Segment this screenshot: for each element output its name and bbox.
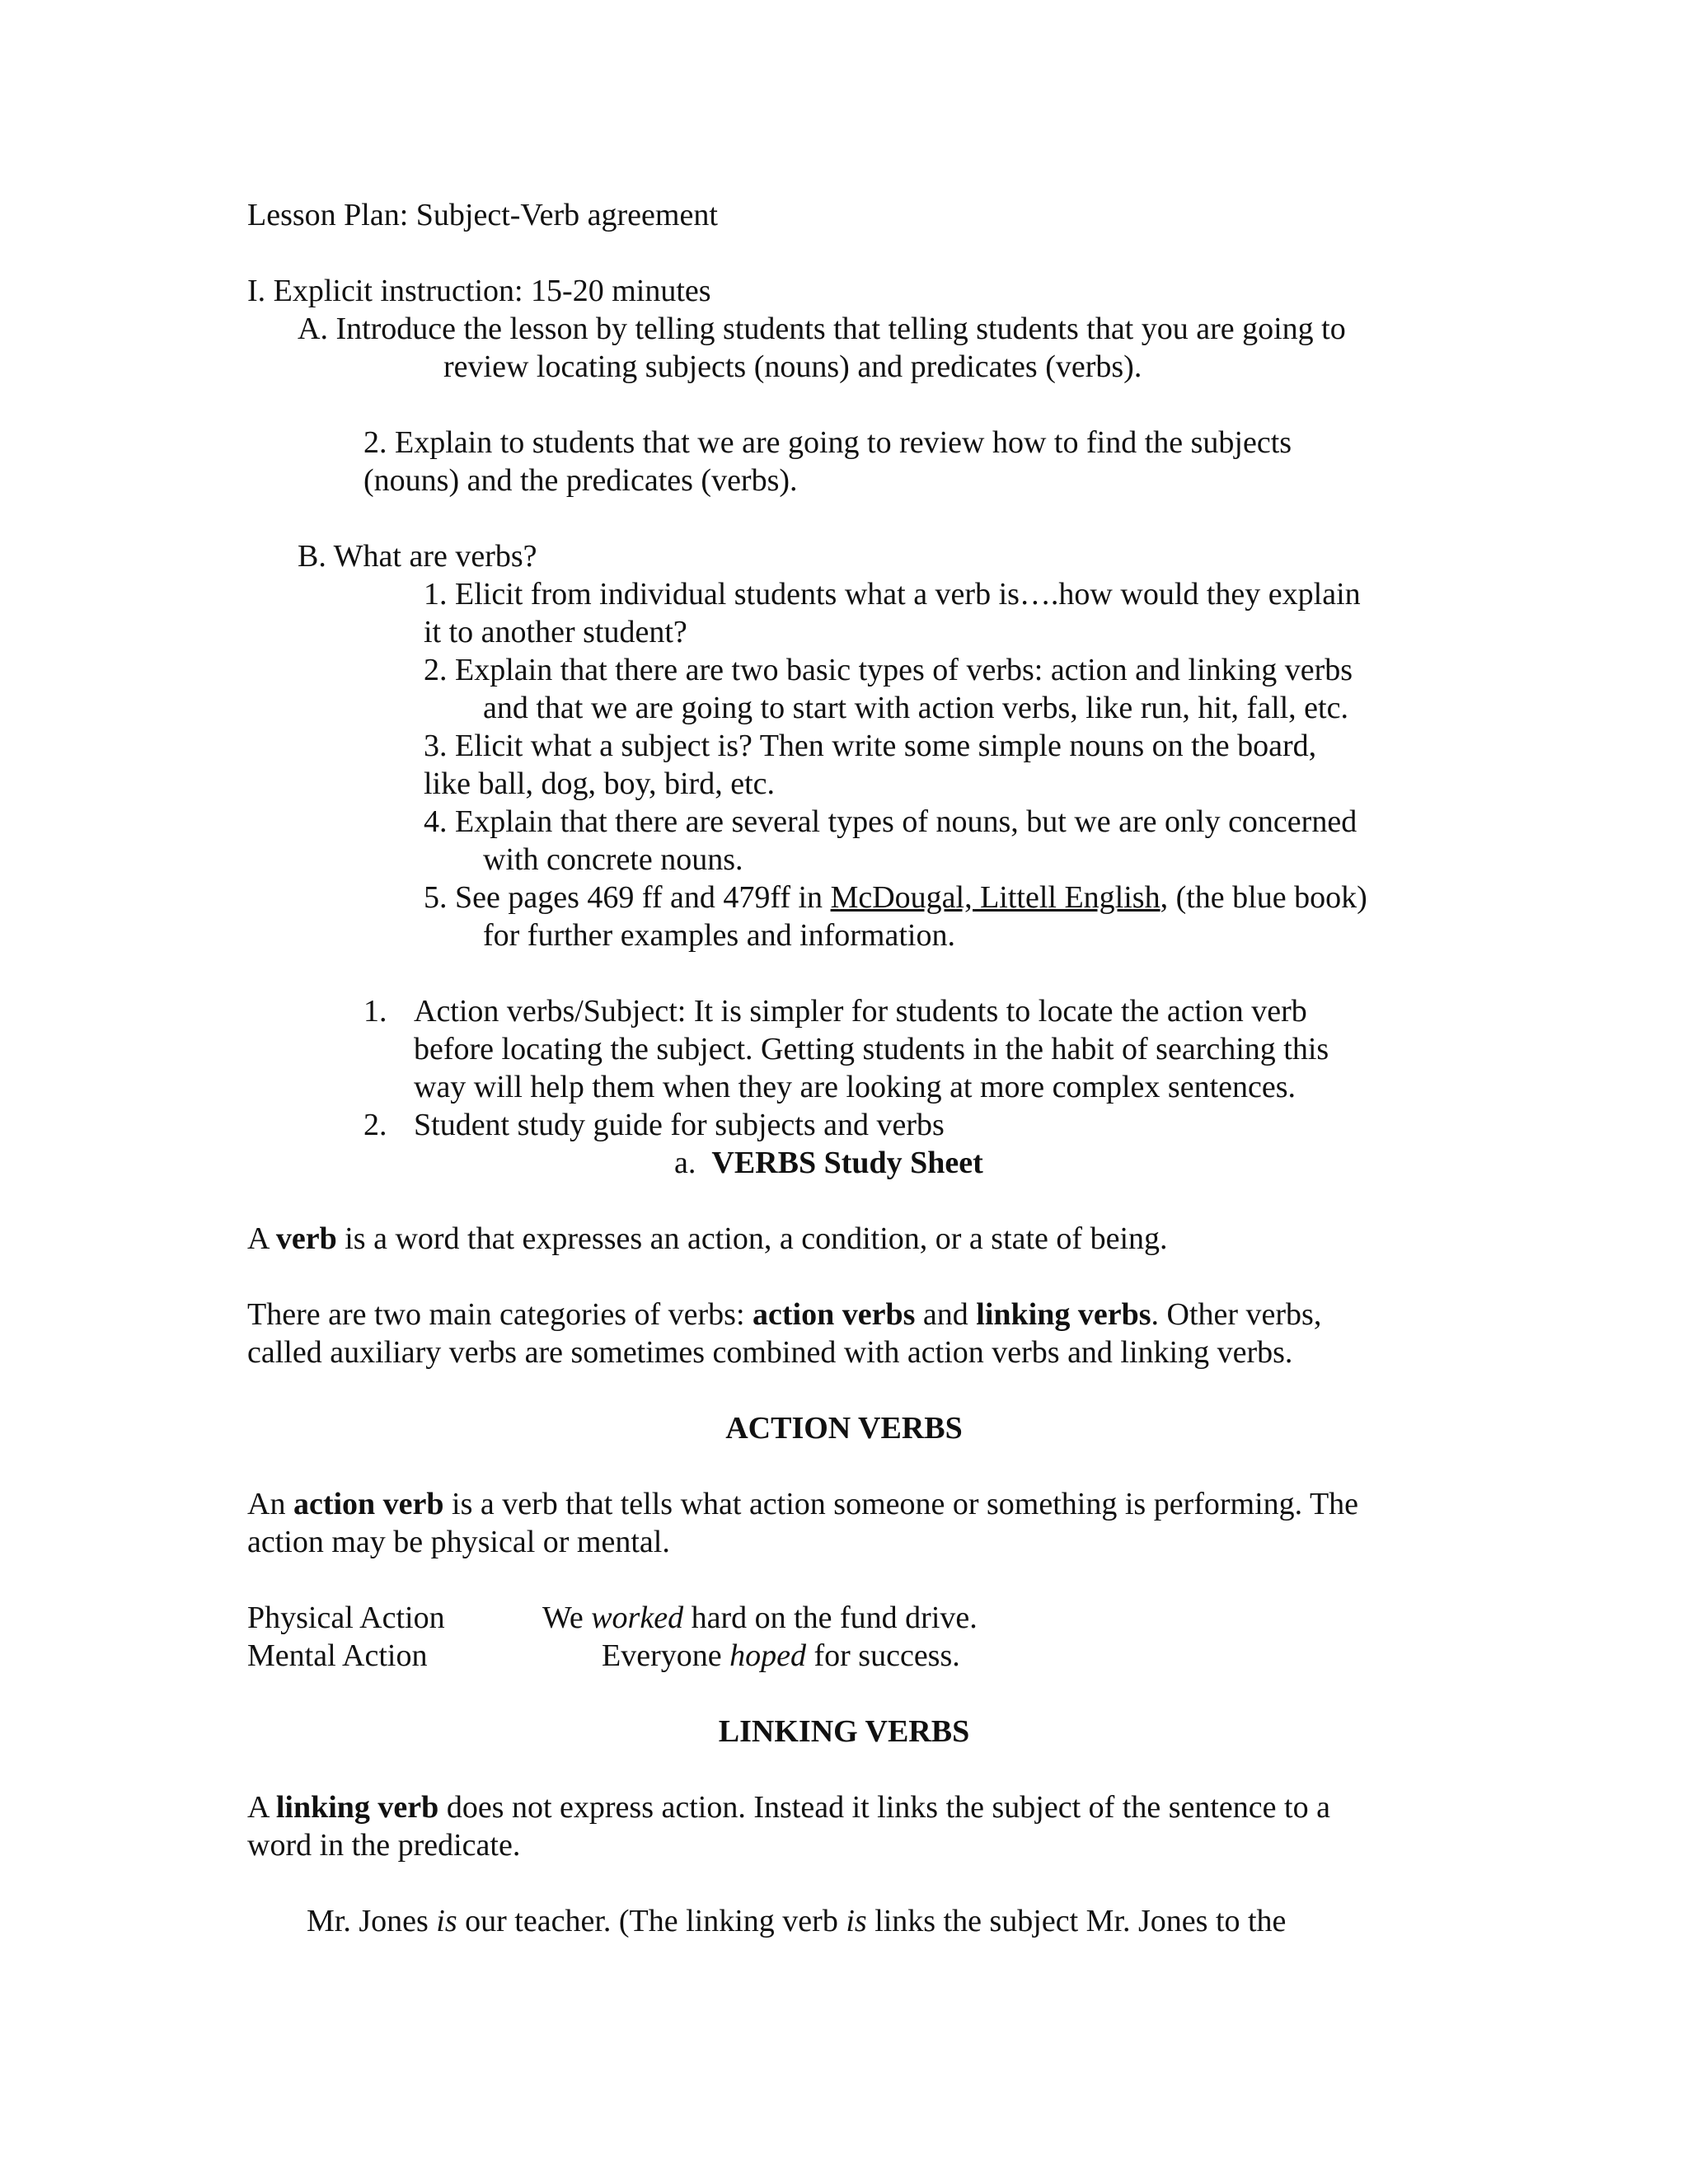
- page-title: Lesson Plan: Subject-Verb agreement: [247, 198, 718, 232]
- list-item-line: Action verbs/Subject: It is simpler for students to locate the action verb: [414, 994, 1307, 1029]
- item-b-sub2-line2: and that we are going to start with action verbs, like run, hit, fall, etc.: [483, 691, 1348, 725]
- list-item-line: way will help them when they are looking at more complex sentences.: [414, 1070, 1296, 1104]
- term-verb: verb: [275, 1221, 337, 1256]
- item-a2-line1: 2. Explain to students that we are going to review how to find the subjects: [363, 425, 1292, 460]
- term-linking-verbs: linking verbs: [976, 1297, 1151, 1332]
- example-label: Physical Action: [247, 1601, 445, 1635]
- text: . Other verbs,: [1151, 1297, 1322, 1332]
- term-linking-verb: linking verb: [275, 1790, 439, 1825]
- example-label: Mental Action: [247, 1638, 428, 1673]
- item-a-line2: review locating subjects (nouns) and predicates (verbs).: [443, 349, 1142, 384]
- list-number: 2.: [363, 1108, 387, 1142]
- categories-line1: [247, 1296, 1321, 1333]
- list-item-line: Student study guide for subjects and verbs: [414, 1108, 945, 1142]
- text: and: [915, 1297, 977, 1332]
- item-b-sub2-line1: 2. Explain that there are two basic types of verbs: action and linking verbs: [424, 653, 1353, 687]
- section-heading: I. Explicit instruction: 15-20 minutes: [247, 274, 711, 308]
- example-verb: worked: [591, 1601, 684, 1635]
- study-sheet-label: a.: [674, 1146, 696, 1180]
- text: We: [542, 1601, 592, 1635]
- text: A: [247, 1221, 276, 1256]
- item-b-sub3-line1: 3. Elicit what a subject is? Then write some simple nouns on the board,: [424, 729, 1317, 763]
- example-sentence: [602, 1637, 960, 1675]
- example-sentence: [542, 1599, 978, 1637]
- text: is a verb that tells what action someone or something is performing. The: [443, 1487, 1359, 1521]
- item-a-line1: A. Introduce the lesson by telling students that telling students that you are going to: [298, 312, 1346, 346]
- study-sheet-title: [674, 1144, 983, 1182]
- text: Everyone: [602, 1638, 730, 1673]
- study-sheet-heading: VERBS Study Sheet: [711, 1146, 983, 1180]
- item-b-heading: B. What are verbs?: [298, 539, 537, 574]
- text: does not express action. Instead it links the subject of the sentence to a: [438, 1790, 1330, 1825]
- item-a2-line2: (nouns) and the predicates (verbs).: [363, 463, 798, 498]
- text: links the subject Mr. Jones to the: [866, 1904, 1287, 1938]
- list-item-line: before locating the subject. Getting students in the habit of searching this: [414, 1032, 1329, 1066]
- term-action-verb: action verb: [293, 1487, 444, 1521]
- categories-line2: called auxiliary verbs are sometimes combined with action verbs and linking verbs.: [247, 1335, 1293, 1370]
- text: for success.: [805, 1638, 960, 1673]
- action-verb-definition-line2: action may be physical or mental.: [247, 1525, 670, 1559]
- verb-definition: [247, 1220, 1168, 1258]
- item-b-sub5-line2: for further examples and information.: [483, 918, 955, 953]
- item-b-sub5-line1: [424, 879, 1367, 916]
- item-b-sub4-line1: 4. Explain that there are several types of nouns, but we are only concerned: [424, 804, 1357, 839]
- linking-example: [307, 1902, 1286, 1940]
- text: Mr. Jones: [307, 1904, 437, 1938]
- sub5-text-post: , (the blue book): [1160, 880, 1367, 915]
- item-b-sub4-line2: with concrete nouns.: [483, 842, 743, 877]
- book-title: McDougal, Littell English: [830, 880, 1160, 915]
- item-b-sub3-line2: like ball, dog, boy, bird, etc.: [424, 766, 775, 801]
- text: There are two main categories of verbs:: [247, 1297, 753, 1332]
- linking-verbs-heading: LINKING VERBS: [718, 1714, 970, 1749]
- linking-verb-definition-line2: word in the predicate.: [247, 1828, 521, 1863]
- text: hard on the fund drive.: [683, 1601, 978, 1635]
- action-verbs-heading: ACTION VERBS: [725, 1411, 963, 1446]
- linking-verb-definition: [247, 1788, 1330, 1826]
- text: is a word that expresses an action, a condition, or a state of being.: [336, 1221, 1168, 1256]
- text: our teacher. (The linking verb: [457, 1904, 846, 1938]
- example-verb: is: [436, 1904, 457, 1938]
- item-b-sub1-line2: it to another student?: [424, 615, 687, 649]
- action-verb-definition: [247, 1485, 1358, 1523]
- item-b-sub1-line1: 1. Elicit from individual students what a verb is….how would they explain: [424, 577, 1361, 612]
- example-verb: is: [846, 1904, 867, 1938]
- sub5-text: 5. See pages 469 ff and 479ff in: [424, 880, 831, 915]
- example-verb: hoped: [729, 1638, 806, 1673]
- term-action-verbs: action verbs: [753, 1297, 916, 1332]
- list-number: 1.: [363, 994, 387, 1029]
- text: A: [247, 1790, 276, 1825]
- text: An: [247, 1487, 293, 1521]
